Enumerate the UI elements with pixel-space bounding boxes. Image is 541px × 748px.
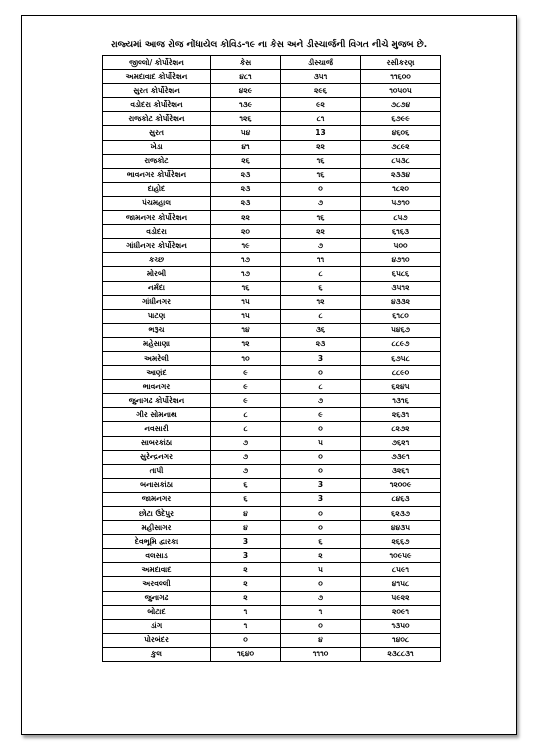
discharge-cell: ૯૨	[281, 98, 361, 112]
vaccination-cell: ૧૪૦૮	[361, 633, 441, 647]
table-row	[103, 633, 441, 647]
cases-cell: ૪૨૯	[211, 84, 281, 98]
district-cell: પંચમહાલ	[103, 196, 211, 210]
discharge-cell: ૦	[281, 422, 361, 436]
vaccination-cell: ૮૫૯૧	[361, 563, 441, 577]
district-cell: ગીર સોમનાથ	[103, 408, 211, 422]
cases-cell: ૧૨૬	[211, 112, 281, 126]
discharge-cell: 3	[281, 351, 361, 365]
covid-data-table	[102, 55, 441, 662]
vaccination-cell: ૪૭૧૦	[361, 253, 441, 267]
vaccination-cell: ૫૯૨૨	[361, 591, 441, 605]
cases-cell: ૨૬	[211, 154, 281, 168]
vaccination-cell: ૧૦૫૦૫	[361, 84, 441, 98]
district-cell: ભાવનગર કોર્પોરેશન	[103, 168, 211, 182]
district-cell: તાપી	[103, 464, 211, 478]
cases-cell: ૨	[211, 563, 281, 577]
district-cell: છોટા ઉદેપુર	[103, 507, 211, 521]
district-cell: સુરત કોર્પોરેશન	[103, 84, 211, 98]
vaccination-cell: ૧૦૯૫૯	[361, 549, 441, 563]
discharge-cell: ૨	[281, 549, 361, 563]
discharge-cell: ૮	[281, 309, 361, 323]
cases-cell: ૧૫	[211, 309, 281, 323]
discharge-cell: ૦	[281, 182, 361, 196]
discharge-cell: ૭	[281, 591, 361, 605]
vaccination-cell: ૫૪૬૭	[361, 323, 441, 337]
table-row	[103, 70, 441, 84]
discharge-cell: ૧૨	[281, 295, 361, 309]
table-row	[103, 84, 441, 98]
vaccination-cell: ૩૫૧૨	[361, 281, 441, 295]
discharge-cell: ૦	[281, 464, 361, 478]
discharge-cell: ૬	[281, 281, 361, 295]
total-cases: ૧૬૪૦	[211, 647, 281, 661]
vaccination-cell: ૫૦૦	[361, 239, 441, 253]
cases-cell: ૦	[211, 633, 281, 647]
table-row	[103, 253, 441, 267]
cases-cell: ૧૭	[211, 267, 281, 281]
discharge-cell: ૦	[281, 366, 361, 380]
table-row	[103, 211, 441, 225]
total-vaccination: ૨૩૮૮૩૧	[361, 647, 441, 661]
table-row	[103, 619, 441, 633]
table-row	[103, 295, 441, 309]
table-row	[103, 98, 441, 112]
discharge-cell: ૬	[281, 535, 361, 549]
table-row	[103, 154, 441, 168]
vaccination-cell: ૪૩૩૨	[361, 295, 441, 309]
vaccination-cell: ૬૨૪૫	[361, 380, 441, 394]
district-cell: મહેસાણા	[103, 337, 211, 351]
cases-cell: ૧	[211, 605, 281, 619]
table-row	[103, 168, 441, 182]
cases-cell: ૧૫	[211, 295, 281, 309]
vaccination-cell: ૭૩૯૧	[361, 450, 441, 464]
table-row	[103, 380, 441, 394]
vaccination-cell: ૫૭૧૦	[361, 196, 441, 210]
district-cell: ગાંધીનગર	[103, 295, 211, 309]
total-row	[103, 647, 441, 661]
table-row	[103, 182, 441, 196]
discharge-cell: ૦	[281, 577, 361, 591]
district-cell: મોરબી	[103, 267, 211, 281]
discharge-cell: ૦	[281, 619, 361, 633]
discharge-cell: ૧૬	[281, 211, 361, 225]
discharge-cell: ૧	[281, 605, 361, 619]
discharge-cell: ૦	[281, 521, 361, 535]
vaccination-cell: ૪૬૦૬	[361, 126, 441, 140]
district-cell: ભાવનગર	[103, 380, 211, 394]
header-vaccination: રસીકરણ	[361, 56, 441, 70]
cases-cell: ૭	[211, 436, 281, 450]
vaccination-cell: ૮૫૭	[361, 211, 441, 225]
district-cell: દાહોદ	[103, 182, 211, 196]
cases-cell: ૫૪	[211, 126, 281, 140]
cases-cell: 3	[211, 535, 281, 549]
vaccination-cell: ૮૨૭૨	[361, 422, 441, 436]
cases-cell: ૧૯	[211, 239, 281, 253]
discharge-cell: ૭	[281, 394, 361, 408]
vaccination-cell: ૭૮૭૪	[361, 98, 441, 112]
table-row	[103, 337, 441, 351]
table-row	[103, 450, 441, 464]
discharge-cell: ૩૫૧	[281, 70, 361, 84]
cases-cell: ૯	[211, 366, 281, 380]
cases-cell: ૨૩	[211, 168, 281, 182]
discharge-cell: ૦	[281, 507, 361, 521]
discharge-cell: ૯	[281, 408, 361, 422]
table-row	[103, 323, 441, 337]
table-row	[103, 591, 441, 605]
district-cell: દેવભૂમિ દ્વારકા	[103, 535, 211, 549]
total-discharge: ૧૧૧૦	[281, 647, 361, 661]
district-cell: પોરબંદર	[103, 633, 211, 647]
discharge-cell: ૧૬	[281, 154, 361, 168]
cases-cell: ૨૩	[211, 196, 281, 210]
vaccination-cell: ૬૧૮૦	[361, 309, 441, 323]
cases-cell: ૧૦	[211, 351, 281, 365]
district-cell: રાજકોટ કોર્પોરેશન	[103, 112, 211, 126]
table-body	[103, 70, 441, 662]
discharge-cell: 13	[281, 126, 361, 140]
district-cell: ગાંધીનગર કોર્પોરેશન	[103, 239, 211, 253]
vaccination-cell: ૧૧૬૦૦	[361, 70, 441, 84]
table-row	[103, 126, 441, 140]
cases-cell: ૨૨	[211, 211, 281, 225]
cases-cell: ૭	[211, 464, 281, 478]
vaccination-cell: ૨૦૯૧	[361, 605, 441, 619]
cases-cell: ૨	[211, 577, 281, 591]
discharge-cell: 3	[281, 478, 361, 492]
table-row	[103, 563, 441, 577]
district-cell: સુરેન્દ્રનગર	[103, 450, 211, 464]
table-row	[103, 112, 441, 126]
district-cell: બનાસકાંઠા	[103, 478, 211, 492]
table-row	[103, 577, 441, 591]
vaccination-cell: ૧૮૨૦	[361, 182, 441, 196]
cases-cell: ૧	[211, 619, 281, 633]
district-cell: આણંદ	[103, 366, 211, 380]
district-cell: રાજકોટ	[103, 154, 211, 168]
discharge-cell: ૨૨	[281, 140, 361, 154]
header-district: જીલ્લો/ કોર્પોરેશન	[103, 56, 211, 70]
district-cell: ભરૂચ	[103, 323, 211, 337]
district-cell: ડાંગ	[103, 619, 211, 633]
table-row	[103, 394, 441, 408]
district-cell: વડોદરા	[103, 225, 211, 239]
district-cell: અમદાવાદ	[103, 563, 211, 577]
district-cell: જુનાગઢ કોર્પોરેશન	[103, 394, 211, 408]
cases-cell: ૪	[211, 507, 281, 521]
table-row	[103, 196, 441, 210]
cases-cell: ૯	[211, 380, 281, 394]
discharge-cell: ૧૧	[281, 253, 361, 267]
table-row	[103, 225, 441, 239]
vaccination-cell: ૬૭૫૮	[361, 351, 441, 365]
cases-cell: ૨	[211, 591, 281, 605]
cases-cell: ૧૨	[211, 337, 281, 351]
district-cell: જુનાગઢ	[103, 591, 211, 605]
discharge-cell: ૮૧	[281, 112, 361, 126]
table-row	[103, 492, 441, 506]
table-row	[103, 422, 441, 436]
discharge-cell: ૫	[281, 563, 361, 577]
cases-cell: ૨૦	[211, 225, 281, 239]
vaccination-cell: ૨૬૬૭	[361, 535, 441, 549]
vaccination-cell: ૬૫૮૬	[361, 267, 441, 281]
district-cell: અરવલ્લી	[103, 577, 211, 591]
table-row	[103, 281, 441, 295]
cases-cell: ૭	[211, 450, 281, 464]
table-row	[103, 140, 441, 154]
discharge-cell: 3	[281, 492, 361, 506]
vaccination-cell: ૨૩૩૪	[361, 168, 441, 182]
discharge-cell: ૫	[281, 436, 361, 450]
table-row	[103, 436, 441, 450]
district-cell: અમદાવાદ કોર્પોરેશન	[103, 70, 211, 84]
vaccination-cell: ૬૭૯૯	[361, 112, 441, 126]
district-cell: કચ્છ	[103, 253, 211, 267]
discharge-cell: ૮	[281, 267, 361, 281]
discharge-cell: ૨૨	[281, 225, 361, 239]
vaccination-cell: ૮૪૬૩	[361, 492, 441, 506]
discharge-cell: ૭	[281, 239, 361, 253]
table-row	[103, 549, 441, 563]
discharge-cell: ૨૯૬	[281, 84, 361, 98]
header-cases: કેસ	[211, 56, 281, 70]
vaccination-cell: ૬૨૩૭	[361, 507, 441, 521]
vaccination-cell: ૭૮૯૨	[361, 140, 441, 154]
cases-cell: ૨૩	[211, 182, 281, 196]
discharge-cell: ૭	[281, 196, 361, 210]
table-row	[103, 507, 441, 521]
district-cell: વલસાડ	[103, 549, 211, 563]
cases-cell: ૧૩૯	[211, 98, 281, 112]
cases-cell: ૬	[211, 492, 281, 506]
cases-cell: ૬	[211, 478, 281, 492]
table-row	[103, 605, 441, 619]
page-title: રાજ્યમાં આજ રોજ નોંધાયેલ કોવિડ-૧૯ ના કેસ અને ડીસ્ચાર્જની વિગત નીચે મુજબ છે.	[110, 40, 428, 50]
cases-cell: ૧૪	[211, 323, 281, 337]
discharge-cell: ૩૬	[281, 323, 361, 337]
district-cell: ખેડા	[103, 140, 211, 154]
vaccination-cell: ૨૬૩૧	[361, 408, 441, 422]
district-cell: પાટણ	[103, 309, 211, 323]
discharge-cell: ૧૬	[281, 168, 361, 182]
cases-cell: ૧૬	[211, 281, 281, 295]
vaccination-cell: ૮૮૯૦	[361, 366, 441, 380]
document-page	[21, 15, 517, 735]
table-row	[103, 464, 441, 478]
district-cell: બોટાદ	[103, 605, 211, 619]
cases-cell: ૪૮૧	[211, 70, 281, 84]
vaccination-cell: ૪૧૫૮	[361, 577, 441, 591]
vaccination-cell: ૭૬૨૧	[361, 436, 441, 450]
table-row	[103, 408, 441, 422]
district-cell: વડોદરા કોર્પોરેશન	[103, 98, 211, 112]
total-label: કુલ	[103, 647, 211, 661]
district-cell: અમરેલી	[103, 351, 211, 365]
cases-cell: ૧૭	[211, 253, 281, 267]
table-row	[103, 366, 441, 380]
district-cell: નર્મદા	[103, 281, 211, 295]
vaccination-cell: ૮૮૯૭	[361, 337, 441, 351]
district-cell: જામનગર કોર્પોરેશન	[103, 211, 211, 225]
table-row	[103, 521, 441, 535]
cases-cell: 3	[211, 549, 281, 563]
district-cell: મહીસાગર	[103, 521, 211, 535]
district-cell: નવસારી	[103, 422, 211, 436]
district-cell: જામનગર	[103, 492, 211, 506]
discharge-cell: ૮	[281, 380, 361, 394]
discharge-cell: ૨૩	[281, 337, 361, 351]
vaccination-cell: ૧૩૫૦	[361, 619, 441, 633]
table-row	[103, 309, 441, 323]
cases-cell: ૪૧	[211, 140, 281, 154]
discharge-cell: ૪	[281, 633, 361, 647]
cases-cell: ૮	[211, 422, 281, 436]
table-row	[103, 239, 441, 253]
table-row	[103, 267, 441, 281]
vaccination-cell: ૬૧૬૩	[361, 225, 441, 239]
vaccination-cell: ૩૨૬૧	[361, 464, 441, 478]
cases-cell: ૪	[211, 521, 281, 535]
table-header-row	[103, 56, 441, 70]
table-row	[103, 535, 441, 549]
vaccination-cell: ૧૨૦૦૯	[361, 478, 441, 492]
discharge-cell: ૦	[281, 450, 361, 464]
table-row	[103, 351, 441, 365]
vaccination-cell: ૪૪૩૫	[361, 521, 441, 535]
table-row	[103, 478, 441, 492]
header-discharge: ડીસ્ચાર્જ	[281, 56, 361, 70]
cases-cell: ૯	[211, 394, 281, 408]
cases-cell: ૮	[211, 408, 281, 422]
vaccination-cell: ૧૩૧૬	[361, 394, 441, 408]
district-cell: સાબરકાંઠા	[103, 436, 211, 450]
vaccination-cell: ૮૫૩૮	[361, 154, 441, 168]
district-cell: સુરત	[103, 126, 211, 140]
